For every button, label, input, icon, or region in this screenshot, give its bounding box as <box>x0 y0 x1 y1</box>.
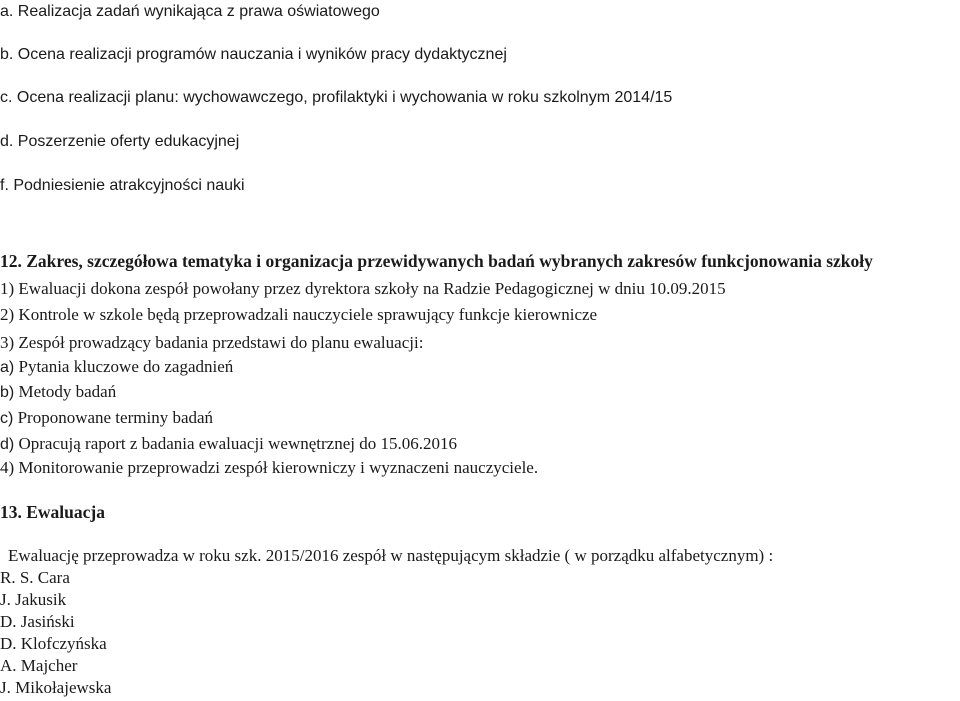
member-item: D. Klofczyńska <box>0 634 107 653</box>
subitem-text: Opracują raport z badania ewaluacji wewnętrznej do 15.06.2016 <box>14 434 457 453</box>
list-item-f: f. Podniesienie atrakcyjności nauki <box>0 177 245 194</box>
subitem-text: Metody badań <box>14 382 117 401</box>
subitem-text: Proponowane terminy badań <box>13 408 214 427</box>
list-item-c: c. Ocena realizacji planu: wychowawczego, profilaktyki i wychowania w roku szkolnym 2014/15 <box>0 89 673 106</box>
section-12-item-3: 3) Zespół prowadzący badania przedstawi do planu ewaluacji: <box>0 333 424 352</box>
list-item-b: b. Ocena realizacji programów nauczania i wyników pracy dydaktycznej <box>0 46 507 63</box>
section-12-heading: 12. Zakres, szczegółowa tematyka i organizacja przewidywanych badań wybranych zakresów funkcjonowania szkoły <box>0 251 873 271</box>
list-item-a: a. Realizacja zadań wynikająca z prawa oświatowego <box>0 3 380 20</box>
member-item: D. Jasiński <box>0 612 75 631</box>
subitem-marker: a) <box>0 359 15 376</box>
member-item: R. S. Cara <box>0 568 70 587</box>
list-item-d: d. Poszerzenie oferty edukacyjnej <box>0 133 240 150</box>
section-12-subitem-c <box>0 408 213 429</box>
member-item: A. Majcher <box>0 656 78 675</box>
section-12-item-4: 4) Monitorowanie przeprowadzi zespół kierowniczy i wyznaczeni nauczyciele. <box>0 458 539 477</box>
member-item: J. Jakusik <box>0 590 67 609</box>
subitem-marker: b) <box>0 384 15 401</box>
section-12-item-1: 1) Ewaluacji dokona zespół powołany przez dyrektora szkoły na Radzie Pedagogicznej w dniu 10.09.2015 <box>0 279 726 298</box>
section-13-heading: 13. Ewaluacja <box>0 502 105 522</box>
subitem-marker: d) <box>0 436 15 453</box>
subitem-text: Pytania kluczowe do zagadnień <box>14 357 234 376</box>
subitem-marker: c) <box>0 410 14 427</box>
section-13-intro: Ewaluację przeprowadza w roku szk. 2015/2016 zespół w następującym składzie ( w porządku alfabetycznym) : <box>8 546 774 565</box>
section-12-subitem-a <box>0 357 233 378</box>
section-12-subitem-d <box>0 434 457 455</box>
section-12-item-2: 2) Kontrole w szkole będą przeprowadzali nauczyciele sprawujący funkcje kierownicze <box>0 305 598 324</box>
section-12-subitem-b <box>0 382 116 403</box>
member-item: J. Mikołajewska <box>0 678 112 697</box>
